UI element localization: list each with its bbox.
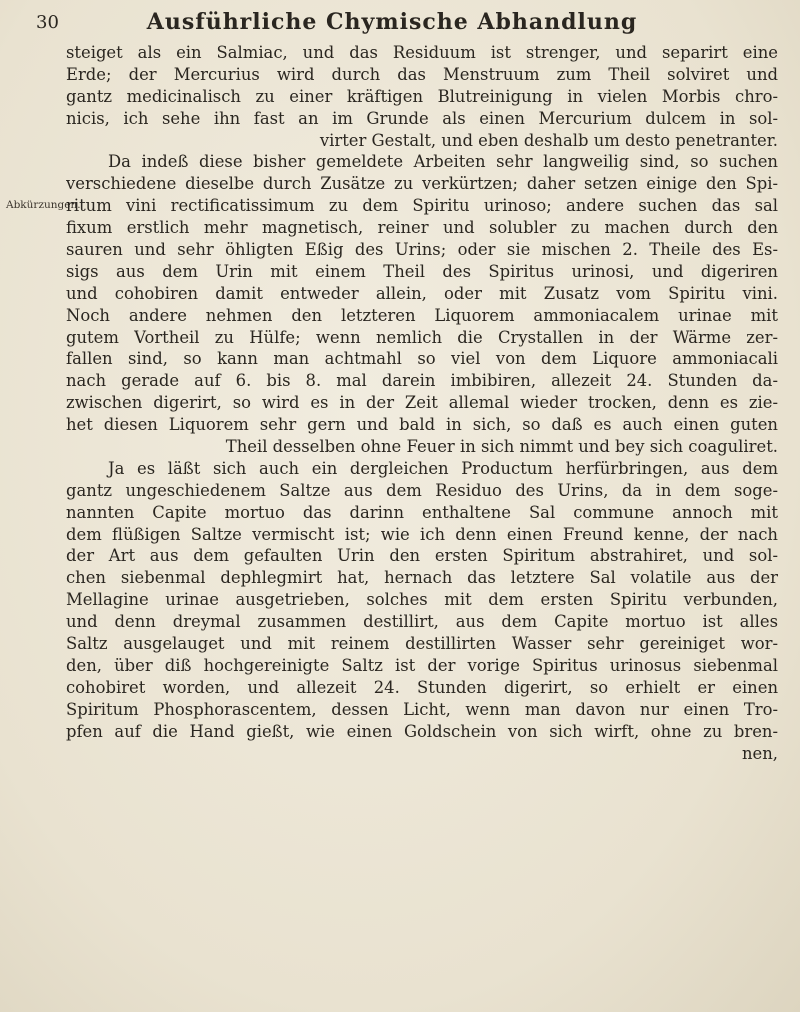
text-line: Mellagine urinae ausgetrieben, solches mit dem ersten Spiritu verbunden, (66, 590, 778, 610)
text-line: sauren und sehr öhligten Eßig des Urins; oder sie mischen 2. Theile des Es- (66, 240, 778, 260)
running-title: Ausführliche Chymische Abhandlung (146, 9, 638, 35)
text-line: Da indeß diese bisher gemeldete Arbeiten sehr langweilig sind, so suchen (108, 152, 778, 172)
text-line: fallen sind, so kann man achtmahl so viel von dem Liquore ammoniacali (66, 349, 778, 369)
text-line: steiget als ein Salmiac, und das Residuum ist strenger, und separirt eine (66, 43, 778, 62)
text-line: ritum vini rectificatissimum zu dem Spiritu urinoso; andere suchen das sal (66, 196, 778, 216)
text-line: virter Gestalt, und eben deshalb um desto penetranter. (319, 130, 778, 150)
text-line: Noch andere nehmen den letzteren Liquorem ammoniacalem urinae mit (66, 305, 778, 325)
text-line: gantz medicinalisch zu einer kräftigen Blutreinigung in vielen Morbis chro- (66, 86, 778, 106)
page-header (28, 4, 768, 40)
text-line: chen siebenmal dephlegmirt hat, hernach das letztere Sal volatile aus der (66, 568, 778, 588)
text-line: Theil desselben ohne Feuer in sich nimmt und bey sich coaguliret. (225, 437, 778, 457)
text-line: sigs aus dem Urin mit einem Theil des Spiritus urinosi, und digeriren (66, 261, 778, 281)
text-line: und denn dreymal zusammen destillirt, aus dem Capite mortuo ist alles (66, 612, 778, 632)
text-line: gantz ungeschiedenem Saltze aus dem Residuo des Urins, da in dem soge- (66, 480, 778, 500)
text-line: Spiritum Phosphorascentem, dessen Licht, wenn man davon nur einen Tro- (66, 699, 778, 719)
text-line: dem flüßigen Saltze vermischt ist; wie ich denn einen Freund kenne, der nach (66, 524, 778, 544)
text-line: gutem Vortheil zu Hülfe; wenn nemlich die Crystallen in der Wärme zer- (66, 327, 778, 347)
text-line: und cohobiren damit entweder allein, oder mit Zusatz vom Spiritu vini. (66, 283, 778, 303)
text-line: fixum erstlich mehr magnetisch, reiner und solubler zu machen durch den (66, 218, 778, 238)
text-line: Saltz ausgelauget und mit reinem destillirten Wasser sehr gereiniget wor- (66, 634, 778, 654)
text-line: zwischen digerirt, so wird es in der Zeit allemal wieder trocken, denn es zie- (66, 393, 778, 413)
text-line: Ja es läßt sich auch ein dergleichen Productum herfürbringen, aus dem (108, 458, 778, 478)
text-line: nen, (741, 743, 778, 763)
text-line: Erde; der Mercurius wird durch das Menstruum zum Theil solviret und (66, 64, 778, 84)
text-line: nach gerade auf 6. bis 8. mal darein imbibiren, allezeit 24. Stunden da- (66, 371, 778, 391)
margin-note: Abkürzungen. (6, 199, 81, 211)
text-line: der Art aus dem gefaulten Urin den ersten Spiritum abstrahiret, und sol- (66, 546, 778, 566)
body-text (66, 42, 778, 764)
text-line: nicis, ich sehe ihn fast an im Grunde als einen Mercurium dulcem in sol- (66, 108, 778, 128)
text-line: cohobiret worden, und allezeit 24. Stunden digerirt, so erhielt er einen (66, 677, 778, 697)
text-line: pfen auf die Hand gießt, wie einen Goldschein von sich wirft, ohne zu bren- (66, 721, 778, 741)
page-number: 30 (36, 11, 59, 33)
text-line: verschiedene dieselbe durch Zusätze zu verkürtzen; daher setzen einige den Spi- (66, 174, 778, 194)
text-line: den, über diß hochgereinigte Saltz ist der vorige Spiritus urinosus siebenmal (66, 655, 778, 675)
text-line: het diesen Liquorem sehr gern und bald in sich, so daß es auch einen guten (66, 415, 778, 435)
text-line: nannten Capite mortuo das darinn enthaltene Sal commune annoch mit (66, 502, 778, 522)
